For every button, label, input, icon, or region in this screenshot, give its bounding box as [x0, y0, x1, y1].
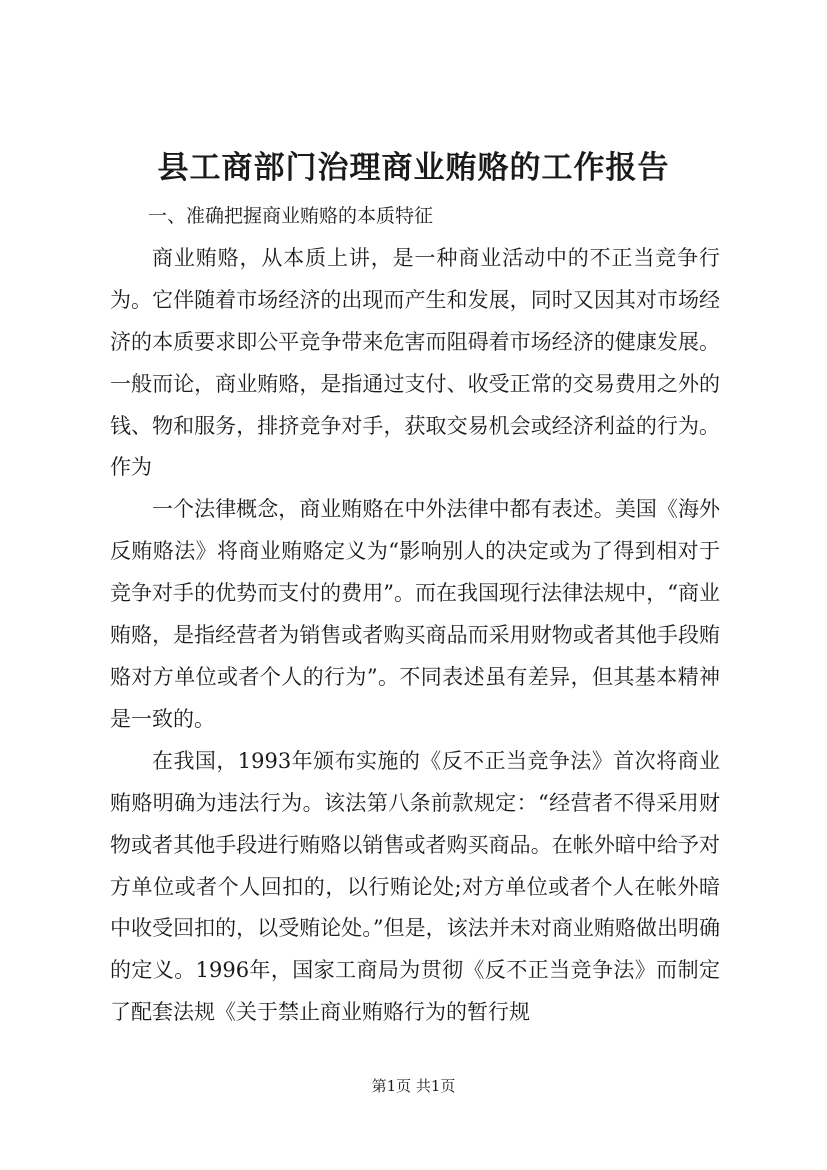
paragraph: 商业贿赂，从本质上讲，是一种商业活动中的不正当竞争行为。它伴随着市场经济的出现而产生和发展，同时又因其对市场经济的本质要求即公平竞争带来危害而阻碍着市场经济的健康发展。一般而论，商业贿赂，是指通过支付、收受正常的交易费用之外的钱、物和服务，排挤竞争对手，获取交易机会或经济利益的行为。作为 — [110, 245, 720, 480]
paragraph: 一个法律概念，商业贿赂在中外法律中都有表述。美国《海外反贿赂法》将商业贿赂定义为“影响别人的决定或为了得到相对于竞争对手的优势而支付的费用”。而在我国现行法律法规中，“商业贿赂，是指经营者为销售或者购买商品而采用财物或者其他手段贿赂对方单位或者个人的行为”。不同表述虽有差异，但其基本精神是一致的。 — [110, 497, 720, 731]
document-body — [110, 196, 720, 1034]
section-heading: 一、准确把握商业贿赂的本质特征 — [148, 205, 434, 227]
paragraph: 在我国，1993年颁布实施的《反不正当竞争法》首次将商业贿赂明确为违法行为。该法第八条前款规定：“经营者不得采用财物或者其他手段进行贿赂以销售或者购买商品。在帐外暗中给予对方单位或者个人回扣的，以行贿论处;对方单位或者个人在帐外暗中收受回扣的，以受贿论处。”但是，该法并未对商业贿赂做出明确的定义。1996年，国家工商局为贯彻《反不正当竞争法》而制定了配套法规《关于禁止商业贿赂行为的暂行规 — [110, 748, 720, 1025]
document-title: 县工商部门治理商业贿赂的工作报告 — [157, 150, 670, 186]
page-footer: 第1页 共1页 — [371, 1077, 456, 1095]
